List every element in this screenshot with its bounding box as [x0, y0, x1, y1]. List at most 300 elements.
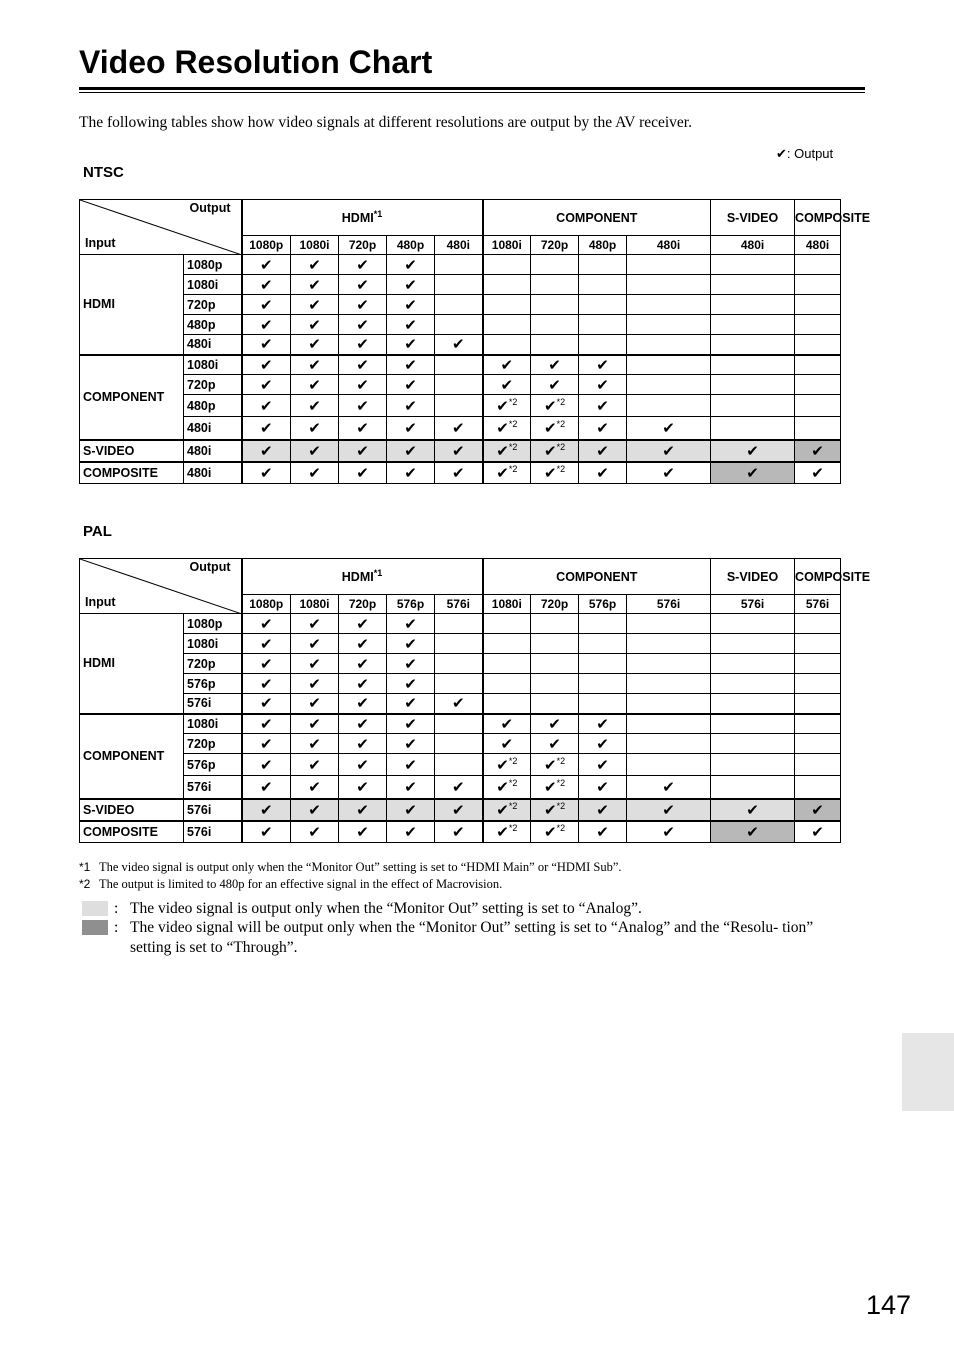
output-cell [435, 634, 483, 654]
check-mark: ✔ [496, 800, 509, 819]
output-cell [711, 255, 795, 275]
check-mark: ✔ [308, 777, 321, 796]
check-mark: ✔ [259, 614, 273, 633]
output-cell [711, 355, 795, 375]
check-mark: ✔ [496, 418, 509, 437]
footnote-ref: *2 [508, 441, 518, 452]
table-row [80, 776, 841, 799]
check-mark: ✔ [596, 418, 609, 437]
footnote-ref: *2 [556, 800, 566, 811]
output-cell [531, 734, 579, 754]
output-cell [387, 734, 435, 754]
output-cell [579, 295, 627, 315]
check-mark: ✔ [500, 375, 514, 394]
output-cell [627, 674, 711, 694]
output-cell [627, 654, 711, 674]
output-cell [711, 674, 795, 694]
table-row [80, 417, 841, 440]
output-cell [291, 694, 339, 714]
output-cell [483, 315, 531, 335]
output-cell [795, 355, 841, 375]
footnote-text: The video signal is output only when the “Monitor Out” setting is set to “HDMI Main” or “HDMI Sub”. [99, 860, 622, 874]
output-cell [795, 654, 841, 674]
output-cell [483, 776, 531, 799]
column-group-composite [795, 200, 871, 236]
output-cell [579, 614, 627, 634]
output-cell [339, 799, 387, 821]
check-mark: ✔ [404, 694, 417, 713]
output-cell [483, 714, 531, 734]
output-cell [387, 674, 435, 694]
output-cell [387, 799, 435, 821]
output-cell [483, 295, 531, 315]
check-mark: ✔ [259, 755, 273, 774]
check-mark: ✔ [544, 441, 557, 460]
output-cell [711, 654, 795, 674]
check-mark: ✔ [308, 255, 321, 274]
output-cell [242, 275, 291, 295]
table-row [80, 295, 841, 315]
check-mark: ✔ [596, 355, 609, 374]
page-title: Video Resolution Chart [79, 44, 433, 80]
check-mark: ✔ [404, 755, 417, 774]
check-mark: ✔ [404, 777, 417, 796]
ntsc-table [79, 199, 871, 484]
check-mark: ✔ [596, 734, 609, 753]
check-mark: ✔ [451, 800, 465, 819]
output-cell [627, 440, 711, 462]
check-mark: ✔ [548, 714, 561, 733]
footnote-text: The output is limited to 480p for an effective signal in the effect of Macrovision. [99, 877, 503, 891]
check-mark: ✔ [308, 755, 321, 774]
row-group-label: COMPONENT [80, 355, 184, 440]
footnote-mark: *1 [79, 860, 91, 874]
output-cell [627, 754, 711, 776]
output-cell [579, 694, 627, 714]
check-mark: ✔ [746, 463, 759, 482]
dark-shade-swatch [82, 920, 108, 935]
output-cell [711, 821, 795, 843]
output-cell [242, 395, 291, 417]
table-row [80, 821, 841, 843]
output-cell [339, 754, 387, 776]
output-cell [339, 674, 387, 694]
check-mark: ✔ [259, 375, 273, 394]
output-cell [627, 255, 711, 275]
output-cell [339, 275, 387, 295]
check-mark: ✔ [662, 418, 675, 437]
column-header: 480p [579, 236, 627, 255]
check-mark: ✔ [259, 396, 273, 415]
column-group-s-video [711, 559, 795, 595]
output-cell [387, 255, 435, 275]
column-header: 480i [711, 236, 795, 255]
table-row [80, 440, 841, 462]
input-label: Input [85, 236, 116, 250]
row-resolution: 1080p [184, 614, 242, 634]
output-cell [387, 375, 435, 395]
output-cell [483, 335, 531, 355]
check-mark: ✔ [259, 734, 273, 753]
output-cell [795, 255, 841, 275]
row-resolution: 576i [184, 776, 242, 799]
output-cell [435, 734, 483, 754]
table-row [80, 654, 841, 674]
pal-section-label: PAL [83, 523, 112, 540]
column-header: 576p [387, 595, 435, 614]
check-mark: ✔ [404, 654, 417, 673]
output-cell [483, 821, 531, 843]
column-group-hdmi [242, 200, 483, 236]
output-cell [435, 355, 483, 375]
check-mark: ✔ [451, 463, 465, 482]
output-cell [531, 275, 579, 295]
check-mark: ✔ [356, 734, 369, 753]
footnotes [79, 860, 622, 894]
column-group-hdmi [242, 559, 483, 595]
table-row [80, 375, 841, 395]
check-mark: ✔ [259, 463, 273, 482]
output-cell [242, 315, 291, 335]
output-cell [483, 462, 531, 484]
check-mark: ✔ [259, 335, 273, 354]
output-cell [627, 734, 711, 754]
footnote-ref: *2 [508, 463, 518, 474]
output-cell [339, 614, 387, 634]
output-cell [339, 734, 387, 754]
check-mark: ✔ [496, 755, 509, 774]
output-cell [795, 674, 841, 694]
column-group-component [483, 559, 711, 595]
footnote-ref: *1 [373, 568, 383, 579]
table-row [80, 355, 841, 375]
check-mark: ✔ [500, 734, 514, 753]
check-mark: ✔ [746, 441, 759, 460]
output-cell [531, 417, 579, 440]
check-mark: ✔ [356, 634, 369, 653]
footnote-ref: *2 [556, 822, 566, 833]
check-mark: ✔ [259, 355, 273, 374]
output-cell [339, 395, 387, 417]
output-cell [291, 335, 339, 355]
column-header: 576i [627, 595, 711, 614]
check-mark: ✔ [404, 275, 417, 294]
check-mark: ✔ [404, 734, 417, 753]
output-cell [579, 375, 627, 395]
output-cell [795, 315, 841, 335]
output-cell [387, 315, 435, 335]
output-cell [531, 754, 579, 776]
check-mark: ✔ [356, 315, 369, 334]
check-mark: ✔ [259, 822, 273, 841]
check-mark: ✔ [811, 441, 824, 460]
row-resolution: 720p [184, 654, 242, 674]
output-cell [483, 799, 531, 821]
column-header: 720p [531, 236, 579, 255]
footnote-2 [79, 877, 622, 894]
footnote-ref: *2 [556, 463, 566, 474]
check-mark: ✔ [356, 255, 369, 274]
row-resolution: 1080i [184, 634, 242, 654]
output-cell [627, 776, 711, 799]
row-resolution: 480p [184, 395, 242, 417]
footnote-ref: *2 [508, 822, 518, 833]
output-cell [435, 255, 483, 275]
output-cell [339, 694, 387, 714]
corner-header [80, 200, 242, 255]
check-mark: ✔ [404, 375, 417, 394]
row-resolution: 480i [184, 462, 242, 484]
output-cell [435, 694, 483, 714]
output-cell [242, 295, 291, 315]
output-cell [291, 375, 339, 395]
output-cell [711, 275, 795, 295]
output-cell [795, 375, 841, 395]
column-header: 720p [531, 595, 579, 614]
output-cell [339, 335, 387, 355]
row-group-label: S-VIDEO [80, 799, 184, 821]
check-mark: ✔ [544, 822, 557, 841]
column-header: 576i [711, 595, 795, 614]
output-cell [242, 694, 291, 714]
output-cell [627, 395, 711, 417]
check-mark: ✔ [496, 441, 509, 460]
column-header: 480i [435, 236, 483, 255]
output-cell [531, 375, 579, 395]
check-mark: ✔ [662, 441, 675, 460]
check-mark: ✔ [496, 777, 509, 796]
output-cell [387, 634, 435, 654]
output-cell [242, 417, 291, 440]
output-cell [627, 462, 711, 484]
output-cell [627, 714, 711, 734]
column-header: 480i [795, 236, 841, 255]
output-cell [795, 634, 841, 654]
check-mark: ✔ [308, 634, 321, 653]
column-header: 480p [387, 236, 435, 255]
output-cell [242, 821, 291, 843]
check-mark: ✔ [308, 822, 321, 841]
output-cell [242, 654, 291, 674]
check-mark: ✔ [451, 441, 465, 460]
check-mark: ✔ [356, 822, 369, 841]
output-cell [795, 440, 841, 462]
output-cell [339, 315, 387, 335]
output-cell [795, 799, 841, 821]
check-mark: ✔ [544, 755, 557, 774]
output-cell [242, 754, 291, 776]
output-cell [531, 462, 579, 484]
output-cell [339, 417, 387, 440]
row-resolution: 576p [184, 674, 242, 694]
check-mark: ✔ [596, 755, 609, 774]
column-header: 1080i [483, 595, 531, 614]
output-cell [711, 375, 795, 395]
output-cell [483, 614, 531, 634]
output-cell [579, 355, 627, 375]
check-mark: ✔ [308, 441, 321, 460]
output-cell [387, 694, 435, 714]
output-cell [795, 417, 841, 440]
output-cell [435, 754, 483, 776]
light-shade-swatch [82, 901, 108, 916]
output-cell [339, 462, 387, 484]
check-mark: ✔ [356, 355, 369, 374]
output-cell [483, 255, 531, 275]
output-cell [795, 754, 841, 776]
table-row [80, 315, 841, 335]
output-cell [483, 734, 531, 754]
output-cell [711, 776, 795, 799]
footnote-ref: *2 [556, 755, 566, 766]
footnote-ref: *2 [508, 418, 518, 429]
output-cell [579, 395, 627, 417]
output-label: Output [189, 560, 231, 574]
check-mark: ✔ [451, 335, 465, 354]
check-mark: ✔ [259, 275, 273, 294]
check-mark: ✔ [662, 822, 675, 841]
footnote-ref: *2 [508, 777, 518, 788]
row-group-label: HDMI [80, 614, 184, 714]
output-cell [387, 355, 435, 375]
output-cell [627, 355, 711, 375]
check-mark: ✔ [308, 800, 321, 819]
check-mark: ✔ [356, 375, 369, 394]
output-cell [242, 255, 291, 275]
output-cell [531, 674, 579, 694]
check-mark: ✔ [544, 777, 557, 796]
footnote-ref: *2 [508, 800, 518, 811]
check-mark: ✔ [404, 295, 417, 314]
output-cell [579, 754, 627, 776]
row-resolution: 1080p [184, 255, 242, 275]
row-group-label: HDMI [80, 255, 184, 355]
intro-text: The following tables show how video signals at different resolutions are output by the AV receiver. [79, 114, 692, 131]
output-cell [531, 614, 579, 634]
output-cell [242, 614, 291, 634]
group-label: HDMI [341, 570, 374, 585]
output-cell [435, 295, 483, 315]
output-cell [435, 614, 483, 634]
row-group-label: COMPONENT [80, 714, 184, 799]
output-cell [531, 255, 579, 275]
output-cell [339, 255, 387, 275]
check-mark: ✔ [356, 614, 369, 633]
check-mark: ✔ [662, 800, 675, 819]
check-mark: ✔ [356, 418, 369, 437]
check-mark: ✔ [356, 755, 369, 774]
row-group-label: COMPOSITE [80, 821, 184, 843]
footnote-ref: *2 [556, 418, 566, 429]
header-group-row [80, 200, 841, 236]
output-cell [579, 315, 627, 335]
check-mark: ✔ [308, 275, 321, 294]
group-label: COMPOSITE [795, 210, 871, 225]
check-mark: ✔ [451, 777, 465, 796]
table-row [80, 694, 841, 714]
check-mark: ✔ [404, 255, 417, 274]
output-cell [627, 417, 711, 440]
output-cell [711, 754, 795, 776]
output-cell [627, 694, 711, 714]
output-cell [339, 821, 387, 843]
check-mark: ✔ [404, 634, 417, 653]
check-mark: ✔ [356, 396, 369, 415]
output-cell [339, 440, 387, 462]
row-resolution: 1080i [184, 355, 242, 375]
check-mark: ✔ [596, 800, 609, 819]
output-cell [531, 714, 579, 734]
output-cell [531, 335, 579, 355]
output-cell [291, 821, 339, 843]
check-mark: ✔ [356, 335, 369, 354]
check-mark: ✔ [404, 822, 417, 841]
check-mark: ✔ [259, 441, 273, 460]
output-cell [627, 821, 711, 843]
check-mark: ✔ [544, 418, 557, 437]
table-row [80, 634, 841, 654]
check-mark: ✔ [259, 634, 273, 653]
output-cell [291, 754, 339, 776]
check-mark: ✔ [308, 674, 321, 693]
column-header: 720p [339, 236, 387, 255]
output-cell [339, 776, 387, 799]
output-cell [531, 295, 579, 315]
row-group-label: COMPOSITE [80, 462, 184, 484]
group-label: COMPONENT [556, 210, 638, 225]
output-cell [387, 275, 435, 295]
table-row [80, 714, 841, 734]
output-cell [435, 674, 483, 694]
check-mark: ✔ [500, 714, 514, 733]
output-cell [435, 375, 483, 395]
table-row [80, 255, 841, 275]
output-cell [579, 734, 627, 754]
footnote-ref: *2 [508, 396, 518, 407]
output-cell [339, 375, 387, 395]
output-cell [795, 614, 841, 634]
output-cell [627, 315, 711, 335]
output-cell [291, 799, 339, 821]
output-cell [711, 799, 795, 821]
output-cell [795, 462, 841, 484]
output-cell [579, 634, 627, 654]
check-mark: ✔ [596, 777, 609, 796]
output-cell [242, 355, 291, 375]
output-cell [711, 417, 795, 440]
output-cell [435, 776, 483, 799]
output-cell [387, 417, 435, 440]
check-mark: ✔ [451, 822, 465, 841]
column-header: 576i [435, 595, 483, 614]
output-cell [711, 315, 795, 335]
column-header: 720p [339, 595, 387, 614]
check-mark: ✔ [662, 777, 675, 796]
output-cell [711, 734, 795, 754]
output-cell [483, 417, 531, 440]
corner-header [80, 559, 242, 614]
output-cell [435, 654, 483, 674]
output-cell [711, 634, 795, 654]
output-cell [579, 462, 627, 484]
output-cell [531, 654, 579, 674]
output-cell [627, 275, 711, 295]
output-cell [387, 614, 435, 634]
check-mark: ✔ [259, 418, 273, 437]
output-cell [579, 821, 627, 843]
footnote-ref: *2 [556, 777, 566, 788]
output-cell [795, 776, 841, 799]
